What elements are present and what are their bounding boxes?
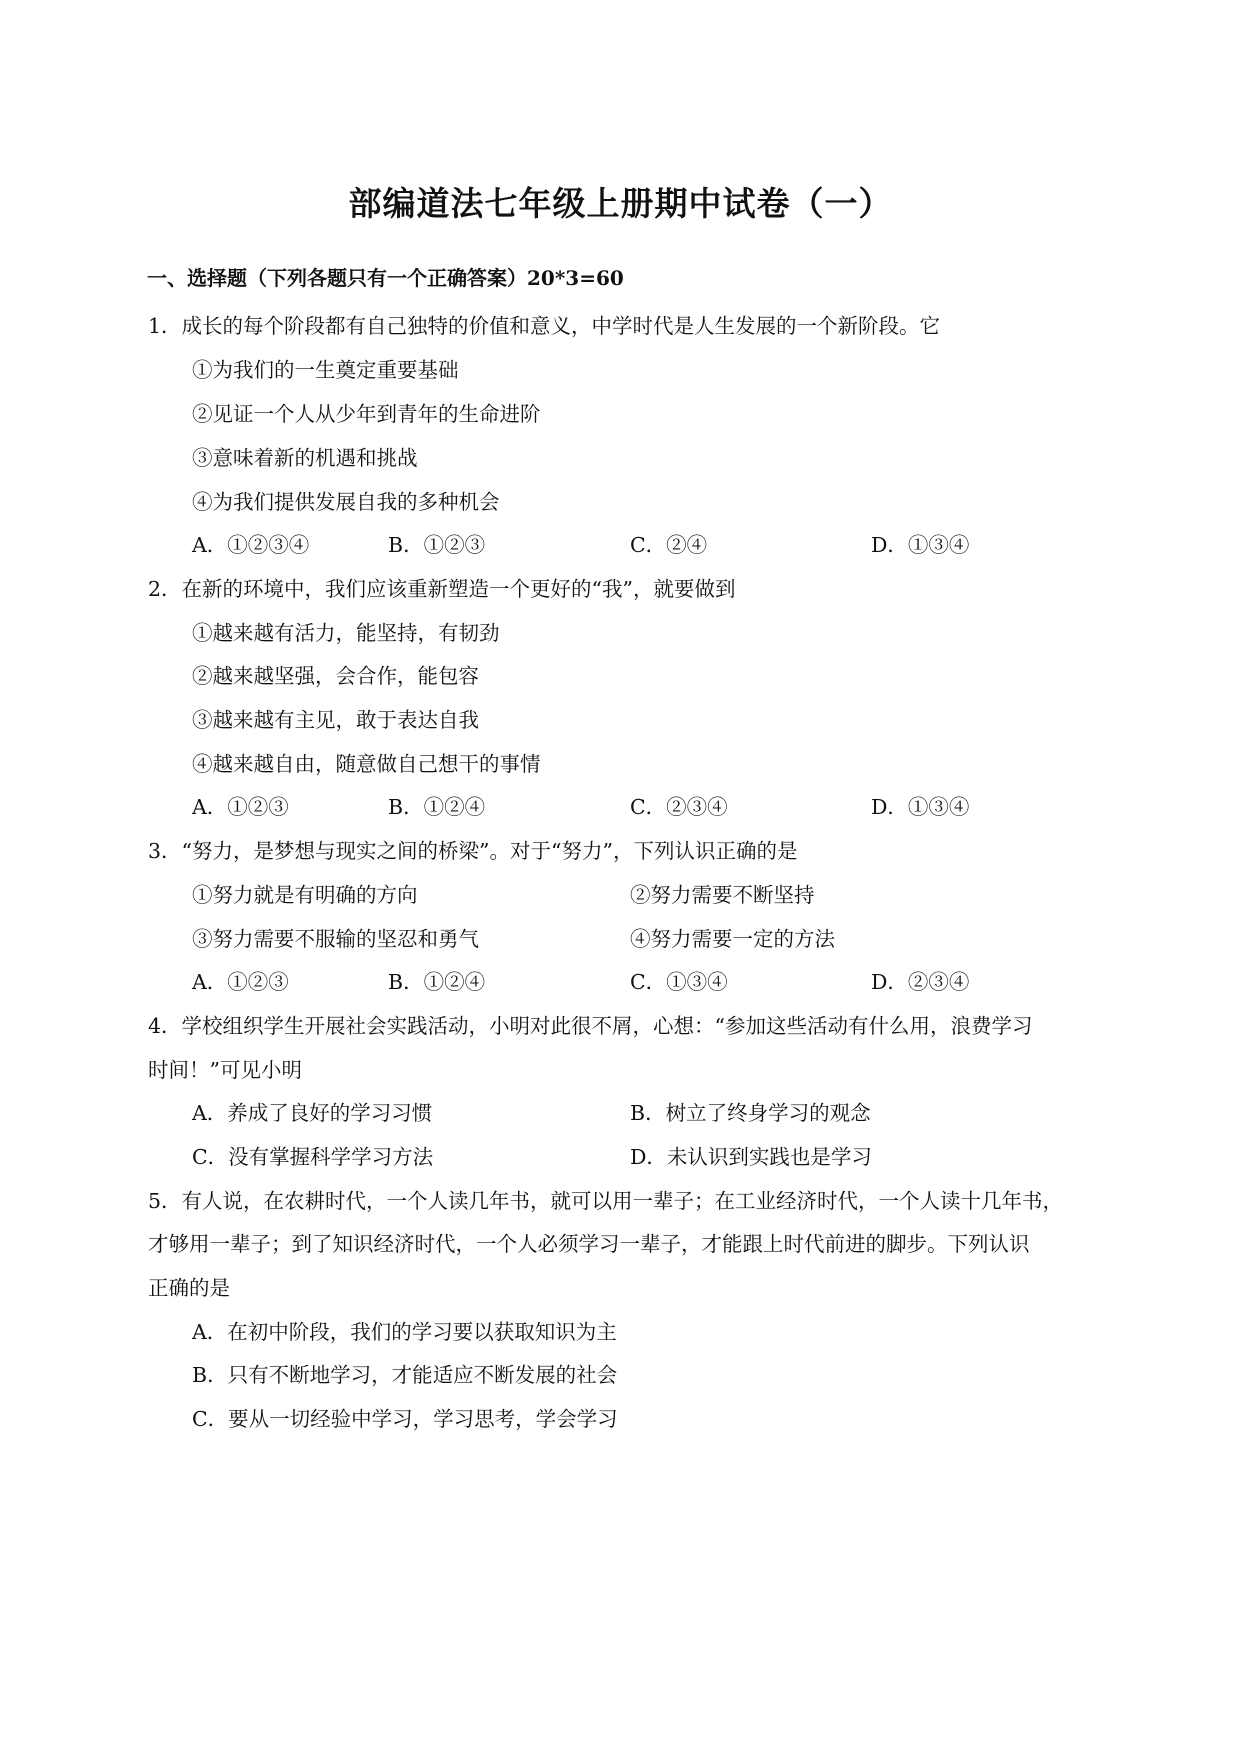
question-4-stem-line-1: 4．学校组织学生开展社会实践活动，小明对此很不屑，心想：“参加这些活动有什么用，浪费学习 xyxy=(148,1014,1033,1038)
question-1-item-1: ①为我们的一生奠定重要基础 xyxy=(192,358,459,382)
section-heading: 一、选择题（下列各题只有一个正确答案）20*3=60 xyxy=(147,266,624,290)
question-1-stem: 1．成长的每个阶段都有自己独特的价值和意义，中学时代是人生发展的一个新阶段。它 xyxy=(148,314,941,338)
question-2-item-2: ②越来越坚强，会合作，能包容 xyxy=(192,664,479,688)
question-4-choice-c: C．没有掌握科学学习方法 xyxy=(192,1145,434,1169)
question-3-item-4: ④努力需要一定的方法 xyxy=(630,927,835,951)
question-3-item-1: ①努力就是有明确的方向 xyxy=(192,883,418,907)
question-3-choice-a: A．①②③ xyxy=(192,970,289,994)
question-4-choice-a: A．养成了良好的学习习惯 xyxy=(192,1101,433,1125)
question-5-choice-c: C．要从一切经验中学习，学习思考，学会学习 xyxy=(192,1407,618,1431)
question-2-choice-d: D．①③④ xyxy=(871,795,970,819)
question-3-choice-b: B．①②④ xyxy=(388,970,486,994)
question-4-choice-d: D．未认识到实践也是学习 xyxy=(630,1145,872,1169)
question-1-choice-a: A．①②③④ xyxy=(192,533,310,557)
question-4-stem-line-2: 时间！”可见小明 xyxy=(148,1058,302,1082)
question-3-choice-c: C．①③④ xyxy=(630,970,728,994)
question-1-choice-d: D．①③④ xyxy=(871,533,970,557)
question-3-choice-d: D．②③④ xyxy=(871,970,970,994)
question-3-stem: 3．“努力，是梦想与现实之间的桥梁”。对于“努力”，下列认识正确的是 xyxy=(148,839,798,863)
question-1-item-3: ③意味着新的机遇和挑战 xyxy=(192,446,418,470)
question-2-item-1: ①越来越有活力，能坚持，有韧劲 xyxy=(192,621,500,645)
question-4-choice-b: B．树立了终身学习的观念 xyxy=(630,1101,871,1125)
question-2-choice-c: C．②③④ xyxy=(630,795,728,819)
question-5-stem-line-1: 5．有人说，在农耕时代，一个人读几年书，就可以用一辈子；在工业经济时代，一个人读十几年书， xyxy=(148,1189,1064,1213)
question-3-item-3: ③努力需要不服输的坚忍和勇气 xyxy=(192,927,479,951)
question-1-item-2: ②见证一个人从少年到青年的生命进阶 xyxy=(192,402,541,426)
question-3-item-2: ②努力需要不断坚持 xyxy=(630,883,815,907)
question-5-stem-line-2: 才够用一辈子；到了知识经济时代，一个人必须学习一辈子，才能跟上时代前进的脚步。下列认识 xyxy=(148,1232,1030,1256)
question-5-choice-b: B．只有不断地学习，才能适应不断发展的社会 xyxy=(192,1363,618,1387)
page-title: 部编道法七年级上册期中试卷（一） xyxy=(348,184,893,223)
question-1-item-4: ④为我们提供发展自我的多种机会 xyxy=(192,490,500,514)
question-5-choice-a: A．在初中阶段，我们的学习要以获取知识为主 xyxy=(192,1320,617,1344)
question-5-stem-line-3: 正确的是 xyxy=(148,1276,230,1300)
question-2-stem: 2．在新的环境中，我们应该重新塑造一个更好的“我”，就要做到 xyxy=(148,577,736,601)
question-2-item-4: ④越来越自由，随意做自己想干的事情 xyxy=(192,752,541,776)
question-2-choice-b: B．①②④ xyxy=(388,795,486,819)
question-2-item-3: ③越来越有主见，敢于表达自我 xyxy=(192,708,479,732)
question-2-choice-a: A．①②③ xyxy=(192,795,289,819)
question-1-choice-b: B．①②③ xyxy=(388,533,486,557)
question-1-choice-c: C．②④ xyxy=(630,533,708,557)
